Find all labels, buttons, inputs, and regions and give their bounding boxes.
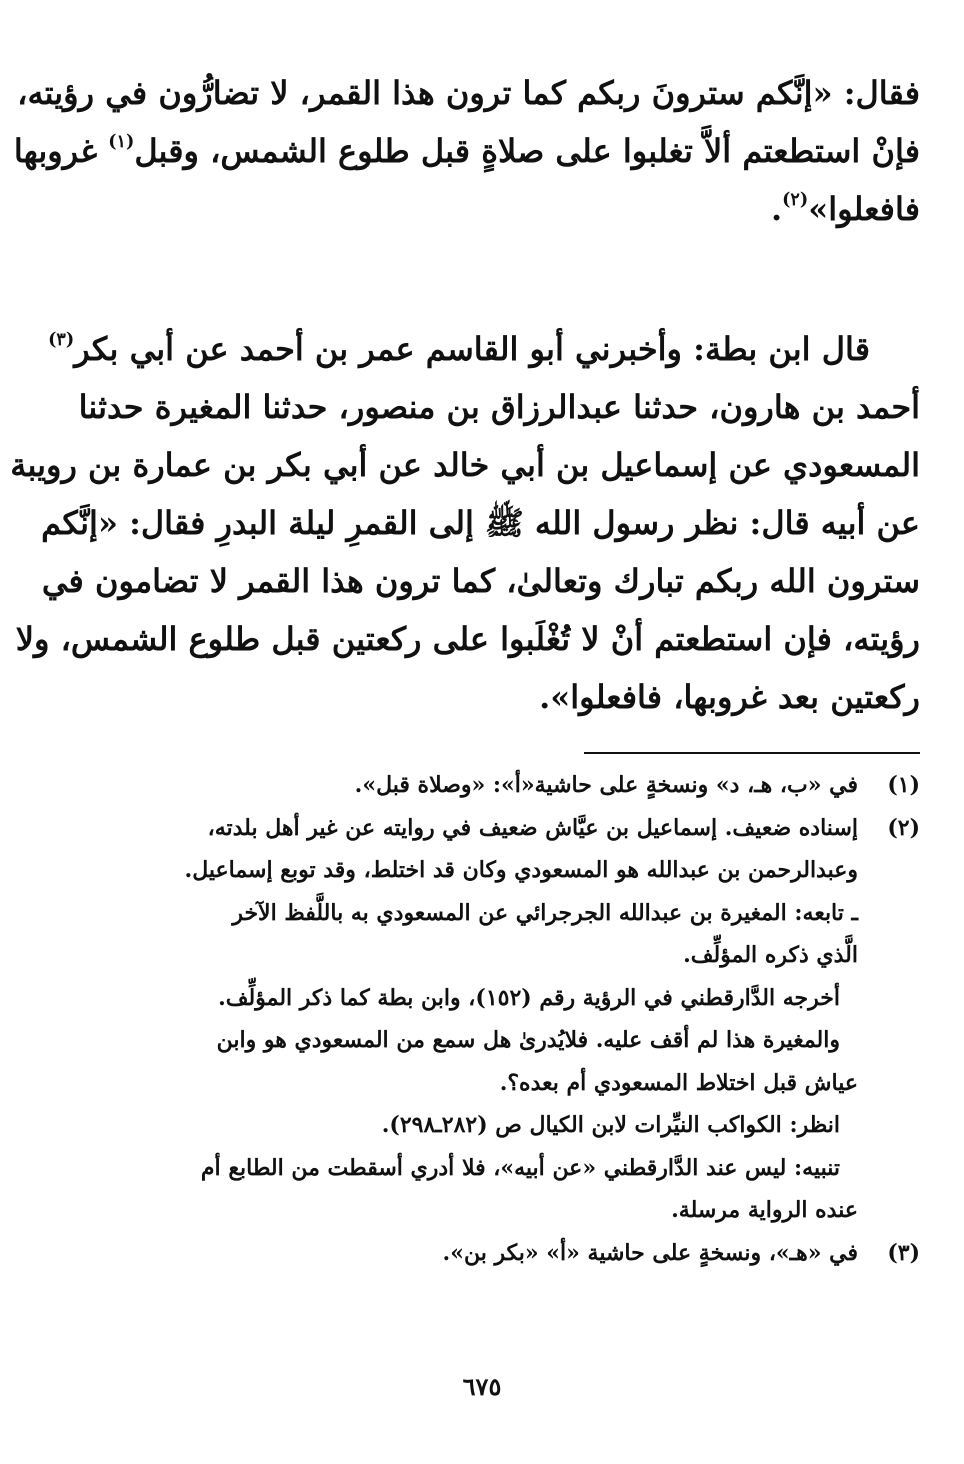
footnote-1-body	[40, 764, 858, 807]
footnote-2-line-2: وعبدالرحمن بن عبدالله هو المسعودي وكان قد اختلط، وقد توبع إسماعيل.	[184, 857, 858, 883]
footnote-2-line-6: والمغيرة هذا لم أقف عليه. فلايُدرىٰ هل سمع من المسعودي هو وابن	[216, 1027, 840, 1053]
paragraph-1-line-3-text: فافعلوا»	[808, 190, 920, 228]
page-number: ٦٧٥	[462, 1372, 502, 1401]
footnote-2-line-3: ـ تابعه: المغيرة بن عبدالله الجرجرائي عن المسعودي به باللَّفظ الآخر	[232, 899, 858, 926]
body-paragraph-1	[13, 64, 920, 238]
footnote-2-line-1: إسناده ضعيف. إسماعيل بن عيَّاش ضعيف في روايته عن غير أهل بلدته،	[207, 814, 858, 841]
paragraph-2-line-2: أحمد بن هارون، حدثنا عبدالرزاق بن منصور، حدثنا المغيرة حدثنا	[78, 388, 920, 426]
footnote-3-body	[40, 1232, 858, 1275]
paragraph-1-line-3-tail: .	[770, 190, 783, 228]
footnote-1	[40, 764, 920, 807]
footnote-ref-3: (٣)	[48, 328, 75, 350]
paragraph-2-line-1	[44, 320, 920, 378]
footnote-2-line-8: انظر: الكواكب النيِّرات لابن الكيال ص (٢٨٢ـ٢٩٨).	[381, 1112, 840, 1138]
footnote-2-line-5: أخرجه الدَّارقطني في الرؤية رقم (١٥٢)، وابن بطة كما ذكر المؤلِّف.	[218, 984, 840, 1011]
footnote-2	[40, 807, 920, 1232]
paragraph-2-line-5: سترون الله ربكم تبارك وتعالىٰ، كما ترون هذا القمر لا تضامون في	[41, 562, 920, 600]
footnotes-section	[40, 764, 920, 1274]
footnote-3	[40, 1232, 920, 1275]
paragraph-1-line-1: فقال: «إنَّكم سترونَ ربكم كما ترون هذا القمر، لا تضارُّون في رؤيته،	[17, 74, 920, 112]
footnote-2-number: (٢)	[887, 814, 920, 841]
footnote-1-number: (١)	[887, 772, 920, 798]
paragraph-1-line-2-text: فإنْ استطعتم ألاَّ تغلبوا على صلاةٍ قبل طلوع الشمس، وقبل	[134, 132, 920, 170]
paragraph-1-line-3	[44, 180, 920, 238]
footnote-3-number: (٣)	[887, 1239, 920, 1266]
paragraph-1-line-2-tail: غروبها	[13, 132, 98, 170]
footnote-2-line-9: تنبيه: ليس عند الدَّارقطني «عن أبيه»، فلا أدري أسقطت من الطابع أم	[200, 1154, 840, 1181]
paragraph-1-line-2	[13, 122, 920, 180]
footnote-ref-1: (١)	[108, 130, 135, 152]
paragraph-2-line-7: ركعتين بعد غروبها، فافعلوا».	[539, 678, 920, 716]
body-paragraph-2	[10, 320, 920, 726]
footnote-separator	[584, 752, 920, 754]
footnote-2-line-10: عنده الرواية مرسلة.	[671, 1197, 858, 1223]
paragraph-2-line-4: عن أبيه قال: نظر رسول الله ﷺ إلى القمرِ ليلة البدرِ فقال: «إنَّكم	[41, 504, 920, 542]
footnote-1-line-1: في «ب، هـ، د» ونسخةٍ على حاشية«أ»: «وصلاة قبل».	[354, 772, 858, 798]
paragraph-2-line-1-text: قال ابن بطة: وأخبرني أبو القاسم عمر بن أحمد عن أبي بكر	[74, 330, 870, 368]
footnote-2-line-7: عياش قبل اختلاط المسعودي أم بعده؟.	[499, 1069, 858, 1096]
footnote-2-line-4: الَّذي ذكره المؤلِّف.	[683, 942, 858, 968]
paragraph-2-line-6: رؤيته، فإن استطعتم أنْ لا تُغْلَبوا على ركعتين قبل طلوع الشمس، ولا	[15, 620, 920, 658]
paragraph-2-line-3: المسعودي عن إسماعيل بن أبي خالد عن أبي بكر بن عمارة بن رويبة	[10, 446, 920, 484]
footnote-2-body	[40, 807, 858, 1232]
footnote-3-line-1: في «هـ»، ونسخةٍ على حاشية «أ» «بكر بن».	[442, 1239, 858, 1266]
footnote-ref-2: (٢)	[782, 188, 809, 210]
